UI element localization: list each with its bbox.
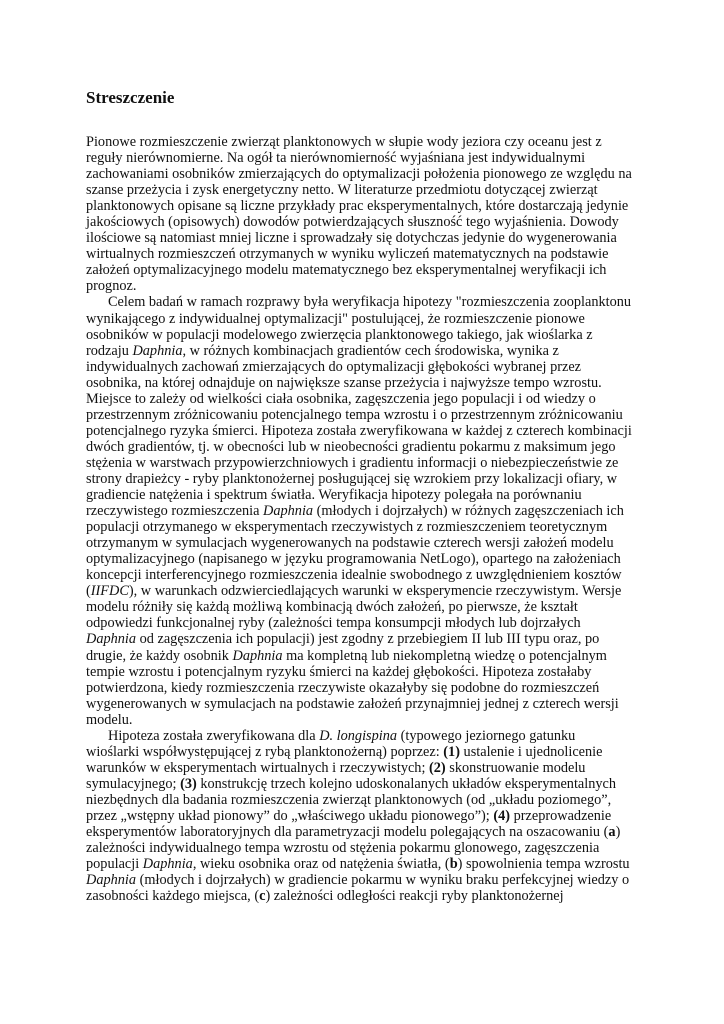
text-run: ) spowolnienia tempa wzrostu <box>457 856 630 873</box>
bold-marker: (1) <box>443 743 460 760</box>
bold-marker: c <box>259 888 266 905</box>
text-run: ) zależności odległości reakcji ryby planktonożernej <box>265 888 564 905</box>
text-run: , wieku osobnika oraz od natężenia światła, ( <box>192 856 450 873</box>
paragraph-intro <box>86 134 632 294</box>
text-run: przeprowadzenie eksperymentów laboratoryjnych dla parametryzacji modelu polegających na oszacowaniu ( <box>86 807 612 841</box>
text-run: (młodych i dojrzałych) w różnych zagęszczeniach ich populacji otrzymanego w eksperymentach rzeczywistych z rozmieszczeniem teoretycznym otrzymanym w symulacjach wygenerowanych na podstawie czterech wersji założeń modelu optymalizacyjnego (napisanego w języku programowania NetLogo), opartego na założeniach koncepcji interferencyjnego rozmieszczenia idealnie swobodnego z uwzględnieniem kosztów ( <box>86 503 624 600</box>
bold-marker: b <box>449 856 458 873</box>
text-run: , w różnych kombinacjach gradientów cech środowiska, wynika z indywidualnych zachowań zmierzających do optymalizacji głębokości wybranej przez osobnika, na której odnajduje on największe szanse przeżycia i najwyższe tempo wzrostu. Miejsce to zależy od wielkości ciała osobnika, zagęszczenia jego populacji i od wiedzy o przestrzennym zróżnicowaniu potencjalnego tempa wzrostu i o przestrzennym zróżnicowaniu potencjalnego ryzyka śmierci. Hipoteza została zweryfikowana w każdej z czterech kombinacji dwóch gradientów, tj. w obecności lub w nieobecności gradientu pokarmu z maksimum jego stężenia w warstwach przypowierzchniowych i gradientu informacji o niebezpieczeństwie ze strony drapieżcy - ryby planktonożernej posługującej się wzrokiem przy lokalizacji ofiary, w gradiencie natężenia i spektrum światła. Weryfikacja hipotezy polegała na porównaniu rzeczywistego rozmieszczenia <box>86 342 632 520</box>
text-run: od zagęszczenia ich populacji) jest zgodny z przebiegiem II lub III typu oraz, po drugie, że każdy osobnik <box>86 631 600 664</box>
page-title: Streszczenie <box>86 88 175 107</box>
text-run: Hipoteza została zweryfikowana dla <box>108 727 320 744</box>
text-run: Celem badań w ramach rozprawy była weryfikacja hipotezy "rozmieszczenia zooplanktonu wynikającego z indywidualnej optymalizacji" postulującej, że rozmieszczenie pionowe osobników w populacji modelowego zwierzęcia planktonowego takiego, jak wioślarka z rodzaju <box>86 294 632 359</box>
text-run: ), w warunkach odzwierciedlających warunki w eksperymencie rzeczywistym. Wersje modelu różniły się każdą możliwą kombinacją dwóch założeń, po pierwsze, że kształt odpowiedzi funkcjonalnej ryby (zależności tempa konsumpcji młodych lub dojrzałych <box>86 583 622 632</box>
text-run: (młodych i dojrzałych) w gradiencie pokarmu w wyniku braku perfekcyjnej wiedzy o zasobności każdego miejsca, ( <box>86 872 630 905</box>
bold-marker: (2) <box>429 759 446 776</box>
text-run: skonstruowanie modelu symulacyjnego; <box>86 759 586 792</box>
italic-term: Daphnia <box>232 647 283 664</box>
italic-term: Daphnia <box>132 342 183 359</box>
text-run: ustalenie i ujednolicenie warunków w eksperymentach wirtualnych i rzeczywistych; <box>86 743 603 776</box>
text-run: ) zależności indywidualnego tempa wzrostu od stężenia pokarmu glonowego, zagęszczenia populacji <box>86 824 621 873</box>
document-page <box>86 88 632 904</box>
italic-term: D. longispina <box>319 727 398 744</box>
italic-term: Daphnia <box>263 503 314 520</box>
paragraph-aim <box>86 294 632 727</box>
italic-term: Daphnia <box>86 631 137 648</box>
text-run: konstrukcję trzech kolejno udoskonalanych układów eksperymentalnych niezbędnych dla badania rozmieszczenia zwierząt planktonowych (od „układu poziomego”, przez „wstępny układ pionowy” do „właściwego układu pionowego”); <box>86 775 617 824</box>
text-run: Pionowe rozmieszczenie zwierząt planktonowych w słupie wody jeziora czy oceanu jest z reguły nierównomierne. Na ogół ta nierównomierność wyjaśniana jest indywidualnymi zachowaniami osobników zmierzających do optymalizacji położenia pionowego ze względu na szanse przeżycia i zysk energetyczny netto. W literaturze przedmiotu dotyczącej zwierząt planktonowych opisane są liczne przykłady prac eksperymentalnych, które dostarczają jedynie jakościowych (opisowych) dowodów potwierdzających słuszność tego wyjaśnienia. Dowody ilościowe są natomiast mniej liczne i sprowadzały się dotychczas jedynie do wygenerowania wirtualnych rozmieszczeń otrzymanych w wyniku wyliczeń matematycznych na podstawie założeń optymalizacyjnego modelu matematycznego bez eksperymentalnej weryfikacji ich prognoz. <box>86 134 632 295</box>
italic-term: IIFDC <box>90 583 129 600</box>
italic-term: Daphnia <box>142 856 193 873</box>
text-run: ma kompletną lub niekompletną wiedzę o potencjalnym tempie wzrostu i potencjalnym ryzyku śmierci na każdej głębokości. Hipoteza zostałaby potwierdzona, kiedy rozmieszczenia rzeczywiste okazałyby się podobne do rozmieszczeń wygenerowanych w symulacjach na podstawie założeń przynajmniej jednej z czterech wersji modelu. <box>86 647 619 728</box>
italic-term: Daphnia <box>86 872 137 889</box>
bold-marker: a <box>608 824 616 841</box>
paragraph-method <box>86 728 632 905</box>
text-run: (typowego jeziornego gatunku wioślarki współwystępującej z rybą planktonożerną) poprzez: <box>86 727 576 760</box>
bold-marker: (3) <box>180 775 197 792</box>
bold-marker: (4) <box>493 807 511 824</box>
